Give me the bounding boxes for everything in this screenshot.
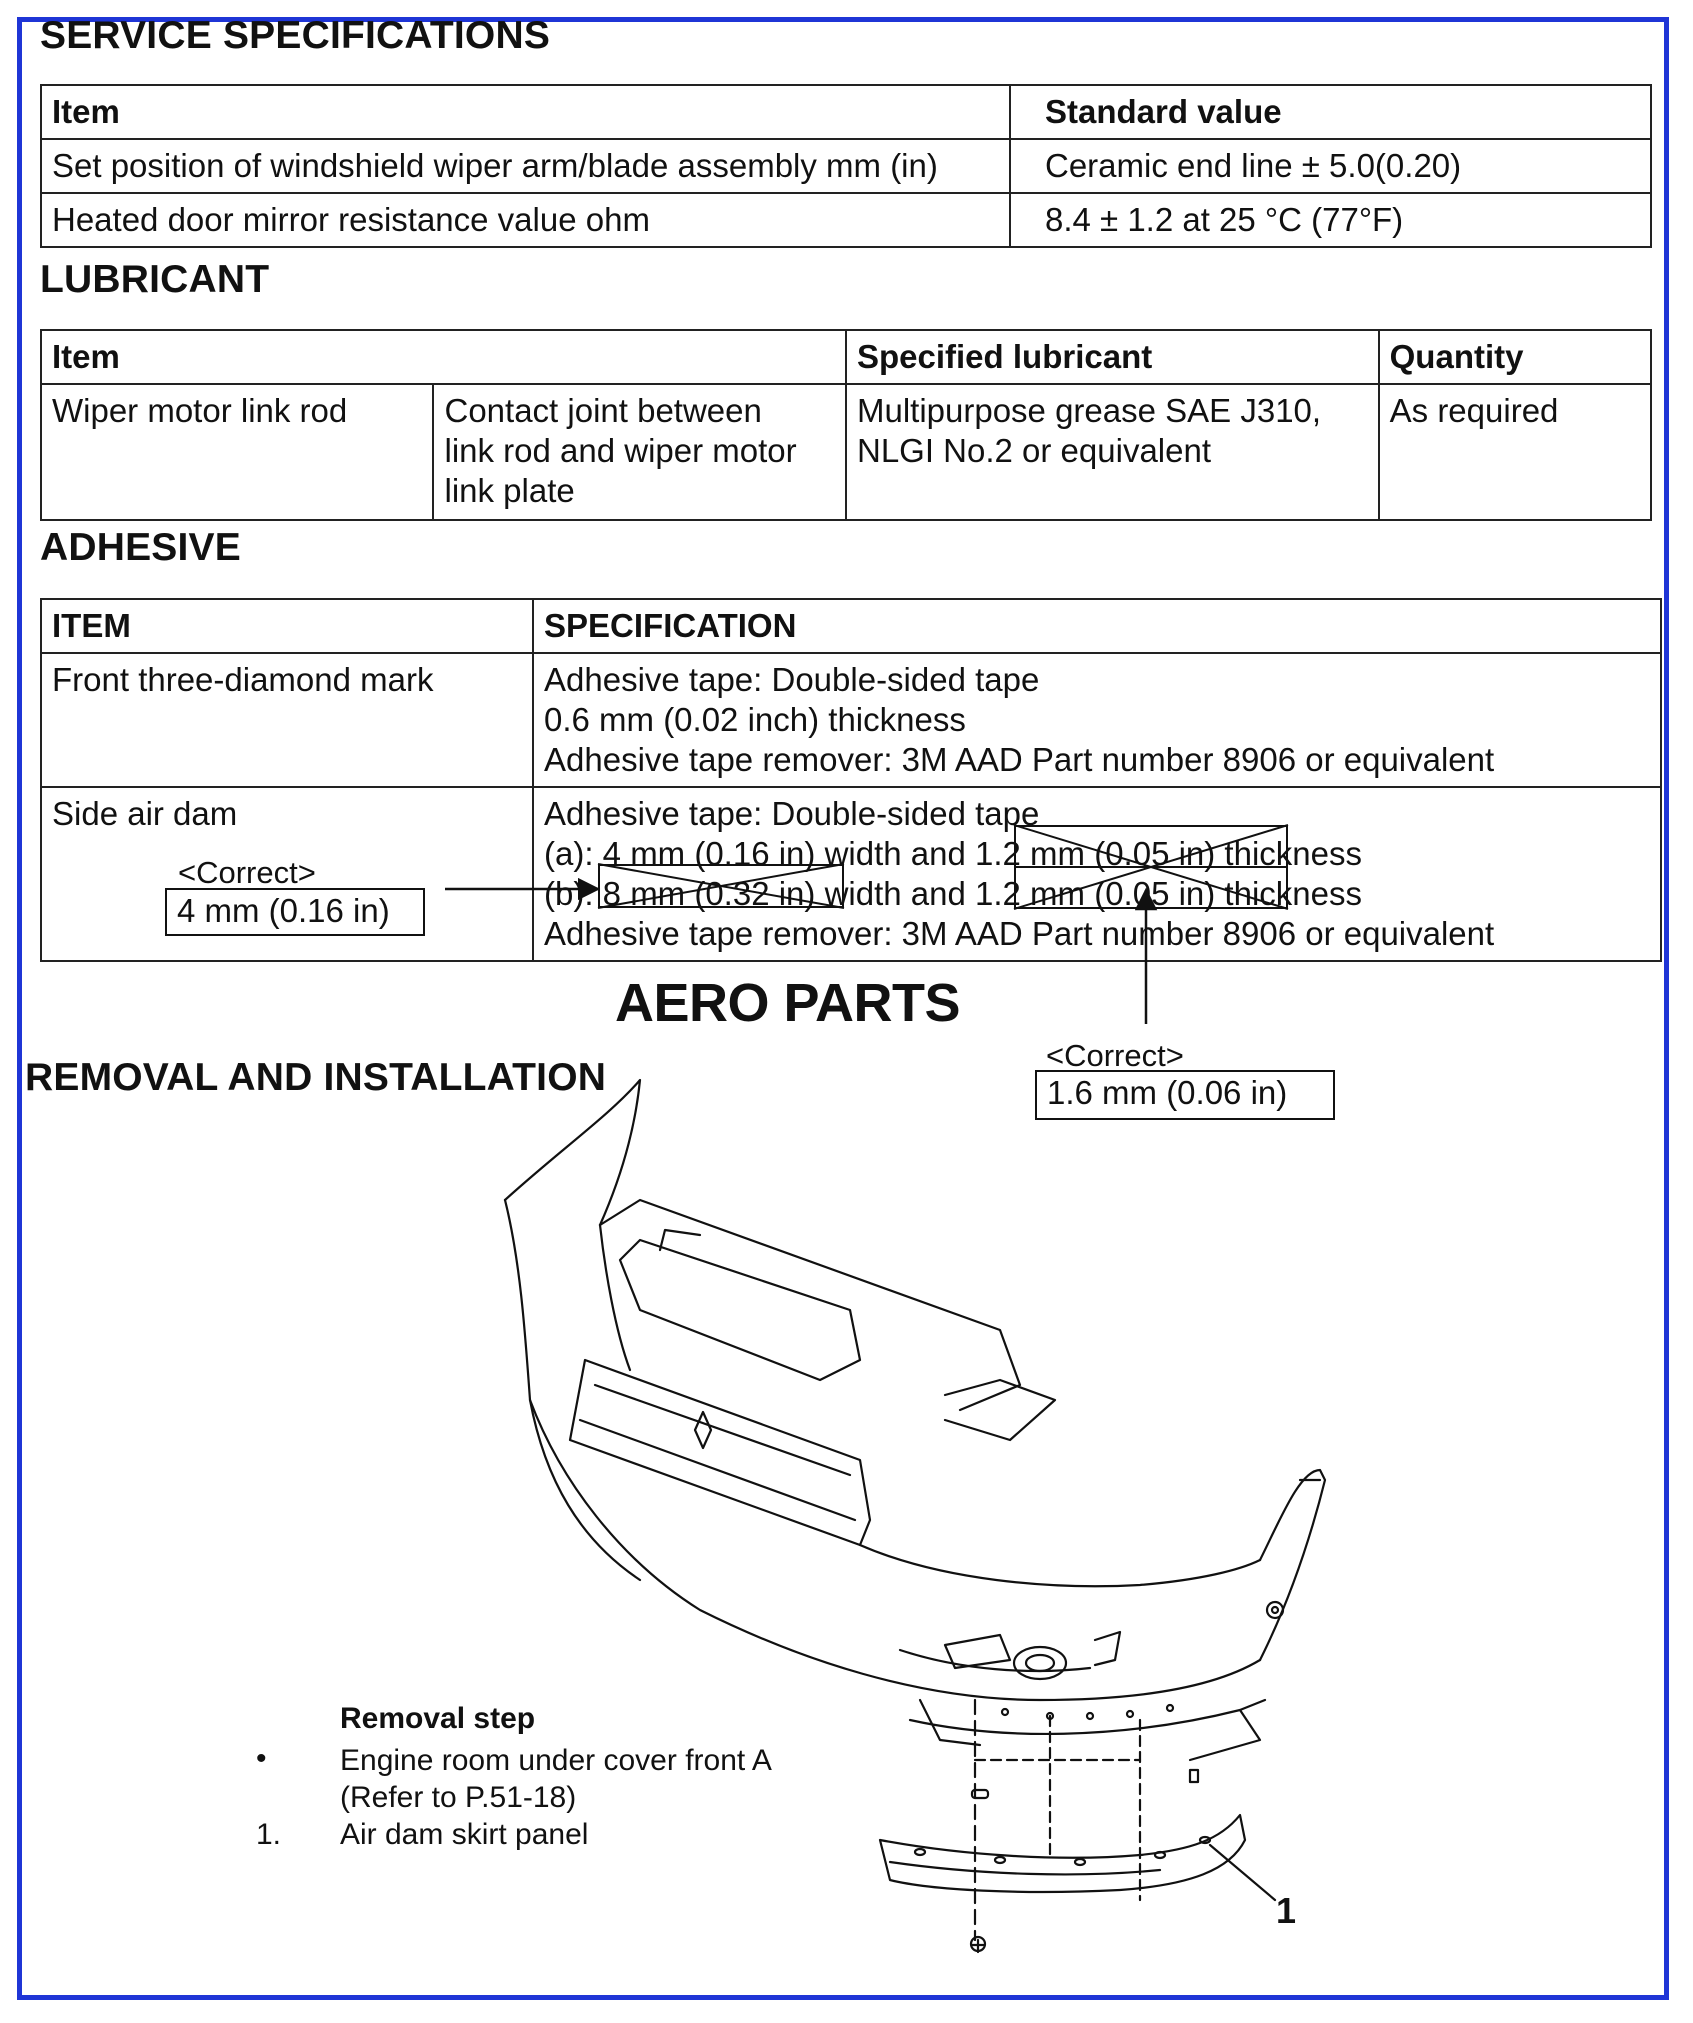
removal-installation-title: REMOVAL AND INSTALLATION (25, 1056, 607, 1099)
removal-step-text: Air dam skirt panel (340, 1818, 589, 1851)
width-and-text: width and (815, 875, 976, 912)
removal-step-marker: 1. (256, 1818, 282, 1851)
lubricant-location-line: Contact joint between (444, 392, 762, 429)
correct-label-left: <Correct> (178, 855, 316, 890)
lubricant-title: LUBRICANT (40, 258, 270, 301)
adhesive-item: Front three-diamond mark (41, 653, 533, 787)
removal-step-marker: • (256, 1742, 267, 1775)
lubricant-item: Wiper motor link rod (41, 384, 433, 520)
spec-item: Heated door mirror resistance value ohm (41, 193, 1010, 247)
callout-number: 1 (1276, 1890, 1297, 1931)
aero-parts-title: AERO PARTS (615, 973, 961, 1033)
adhesive-spec-line: 0.6 mm (0.02 inch) thickness (544, 701, 966, 738)
correct-value-left: 4 mm (0.16 in) (165, 888, 425, 936)
thickness-text: thickness (1215, 835, 1362, 872)
thickness-a-value: 1.2 mm (0.05 in) (975, 835, 1216, 872)
strike-x-thickness (1014, 825, 1288, 909)
spec-item: Set position of windshield wiper arm/blade assembly mm (in) (41, 139, 1010, 193)
service-specifications-title: SERVICE SPECIFICATIONS (40, 14, 551, 57)
thickness-text: thickness (1215, 875, 1362, 912)
adhesive-spec-line: Adhesive tape: Double-sided tape (544, 795, 1040, 832)
lubricant-header-item: Item (41, 330, 846, 384)
adhesive-spec-line: Adhesive tape remover: 3M AAD Part number 8906 or equivalent (544, 915, 1495, 952)
adhesive-spec-line: Adhesive tape: Double-sided tape (544, 661, 1040, 698)
spec-header-item: Item (41, 85, 1010, 139)
front-bumper-drawing (505, 1080, 1325, 1952)
spec-value: Ceramic end line ± 5.0(0.20) (1010, 139, 1651, 193)
adhesive-header-item: ITEM (41, 599, 533, 653)
removal-steps-heading: Removal step (340, 1702, 536, 1735)
correct-value-right: 1.6 mm (0.06 in) (1035, 1070, 1335, 1120)
lubricant-header-quantity: Quantity (1379, 330, 1651, 384)
correct-label-right: <Correct> (1046, 1038, 1184, 1073)
lubricant-spec-line: Multipurpose grease SAE J310, (856, 392, 1322, 429)
thickness-b-value: 1.2 mm (0.05 in) (975, 875, 1216, 912)
width-and-text: width and (815, 835, 976, 872)
lubricant-quantity: As required (1379, 384, 1651, 520)
step-line: (Refer to P.51-18) (340, 1781, 577, 1814)
lubricant-header-specified-lubricant: Specified lubricant (846, 330, 1379, 384)
spec-value: 8.4 ± 1.2 at 25 °C (77°F) (1010, 193, 1651, 247)
lubricant-spec-line: NLGI No.2 or equivalent (856, 432, 1212, 469)
spec-header-standard-value: Standard value (1010, 85, 1651, 139)
strike-x-width-b (598, 864, 844, 908)
lubricant-location-line: link plate (444, 472, 575, 509)
prefix-a: (a): (544, 835, 603, 872)
adhesive-item: Side air dam (41, 787, 533, 961)
prefix-b: (b): (544, 875, 603, 912)
lubricant-location-line: link rod and wiper motor (444, 432, 797, 469)
width-b-value-struck: 8 mm (0.32 in) (602, 875, 816, 912)
adhesive-title: ADHESIVE (40, 526, 241, 569)
width-a-value: 4 mm (0.16 in) (602, 835, 816, 872)
adhesive-spec-line: Adhesive tape remover: 3M AAD Part number 8906 or equivalent (544, 741, 1495, 778)
adhesive-header-specification: SPECIFICATION (533, 599, 1661, 653)
step-line: Engine room under cover front A (340, 1744, 772, 1777)
